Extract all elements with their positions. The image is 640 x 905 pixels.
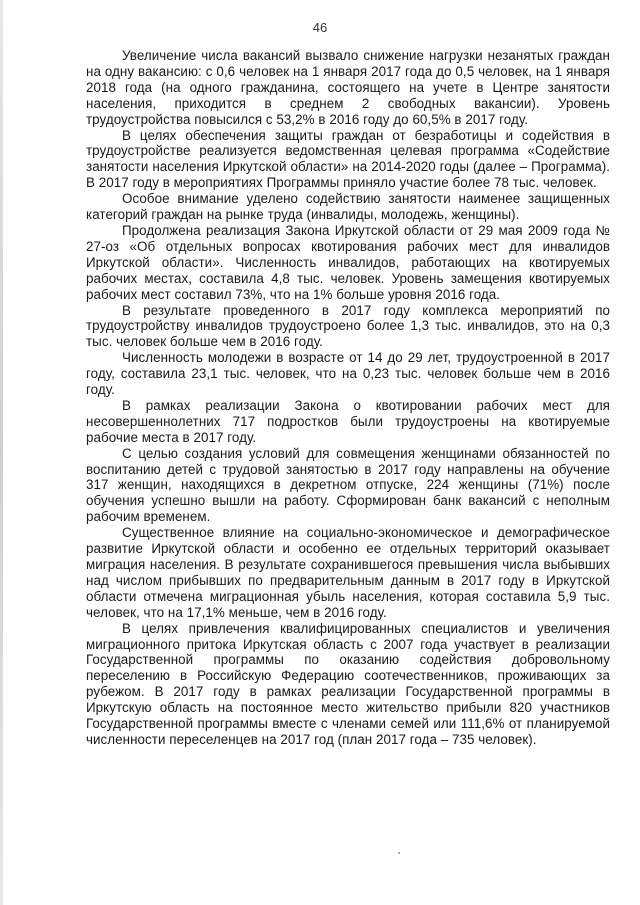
paragraph-program: В целях обеспечения защиты граждан от безработицы и содействия в трудоустройстве реализуется ведомственная целевая программа «Содействие занятости населения Иркутской области» на 2014-2020 годы (далее – Программа). В 2017 году в мероприятиях Программы приняло участие более 78 тыс. человек. (86, 127, 610, 191)
paragraph-women: С целью создания условий для совмещения женщинами обязанностей по воспитанию детей с трудовой занятостью в 2017 году направлены на обучение 317 женщин, находящихся в декретном отпуске, 224 женщины (71%) после обучения успешно вышли на работу. Сформирован банк вакансий с неполным рабочим временем. (86, 445, 610, 525)
scan-edge (0, 0, 3, 905)
document-body (86, 48, 610, 748)
paragraph-youth: Численность молодежи в возрасте от 14 до 29 лет, трудоустроенной в 2017 году, составила 23,1 тыс. человек, что на 0,23 тыс. человек больше чем в 2016 году. (86, 350, 610, 398)
paragraph-quota-law: Продолжена реализация Закона Иркутской области от 29 мая 2009 года № 27-оз «Об отдельных вопросах квотирования рабочих мест для инвалидов Иркутской области». Численность инвалидов, работающих на квотируемых рабочих местах, составила 4,8 тыс. человек. Уровень замещения квотируемых рабочих мест составил 73%, что на 1% больше уровня 2016 года. (86, 222, 610, 302)
page-number: 46 (312, 20, 328, 35)
paragraph-vacancies: Увеличение числа вакансий вызвало снижение нагрузки незанятых граждан на одну вакансию: с 0,6 человек на 1 января 2017 года до 0,5 человек, на 1 января 2018 года (на одного гражданина, состоящего на учете в Центре занятости населения, приходится в среднем 2 свободных вакансии). Уровень трудоустройства повысился с 53,2% в 2016 году до 60,5% в 2017 году. (86, 48, 610, 127)
scan-speck (398, 852, 400, 854)
paragraph-minors-quota: В рамках реализации Закона о квотировании рабочих мест для несовершеннолетних 717 подростков были трудоустроены на квотируемые рабочие места в 2017 году. (86, 397, 610, 445)
paragraph-vulnerable-groups: Особое внимание уделено содействию занятости наименее защищенных категорий граждан на рынке труда (инвалиды, молодежь, женщины). (86, 191, 610, 223)
paragraph-disabled-employment: В результате проведенного в 2017 году комплекса мероприятий по трудоустройству инвалидов трудоустроено более 1,3 тыс. инвалидов, это на 0,3 тыс. человек больше чем в 2016 году. (86, 302, 610, 350)
paragraph-resettlement: В целях привлечения квалифицированных специалистов и увеличения миграционного притока Иркутская область с 2007 года участвует в реализации Государственной программы по оказанию содействия добровольному переселению в Российскую Федерацию соотечественников, проживающих за рубежом. В 2017 году в рамках реализации Государственной программы в Иркутскую область на постоянное место жительство прибыли 820 участников Государственной программы вместе с членами семей или 111,6% от планируемой численности переселенцев на 2017 год (план 2017 года – 735 человек). (86, 620, 610, 747)
paragraph-migration: Существенное влияние на социально-экономическое и демографическое развитие Иркутской области и особенно ее отдельных территорий оказывает миграция населения. В результате сохранившегося превышения числа выбывших над числом прибывших по предварительным данным в 2017 году в Иркутской области отмечена миграционная убыль населения, которая составила 5,9 тыс. человек, что на 17,1% меньше, чем в 2016 году. (86, 525, 610, 620)
